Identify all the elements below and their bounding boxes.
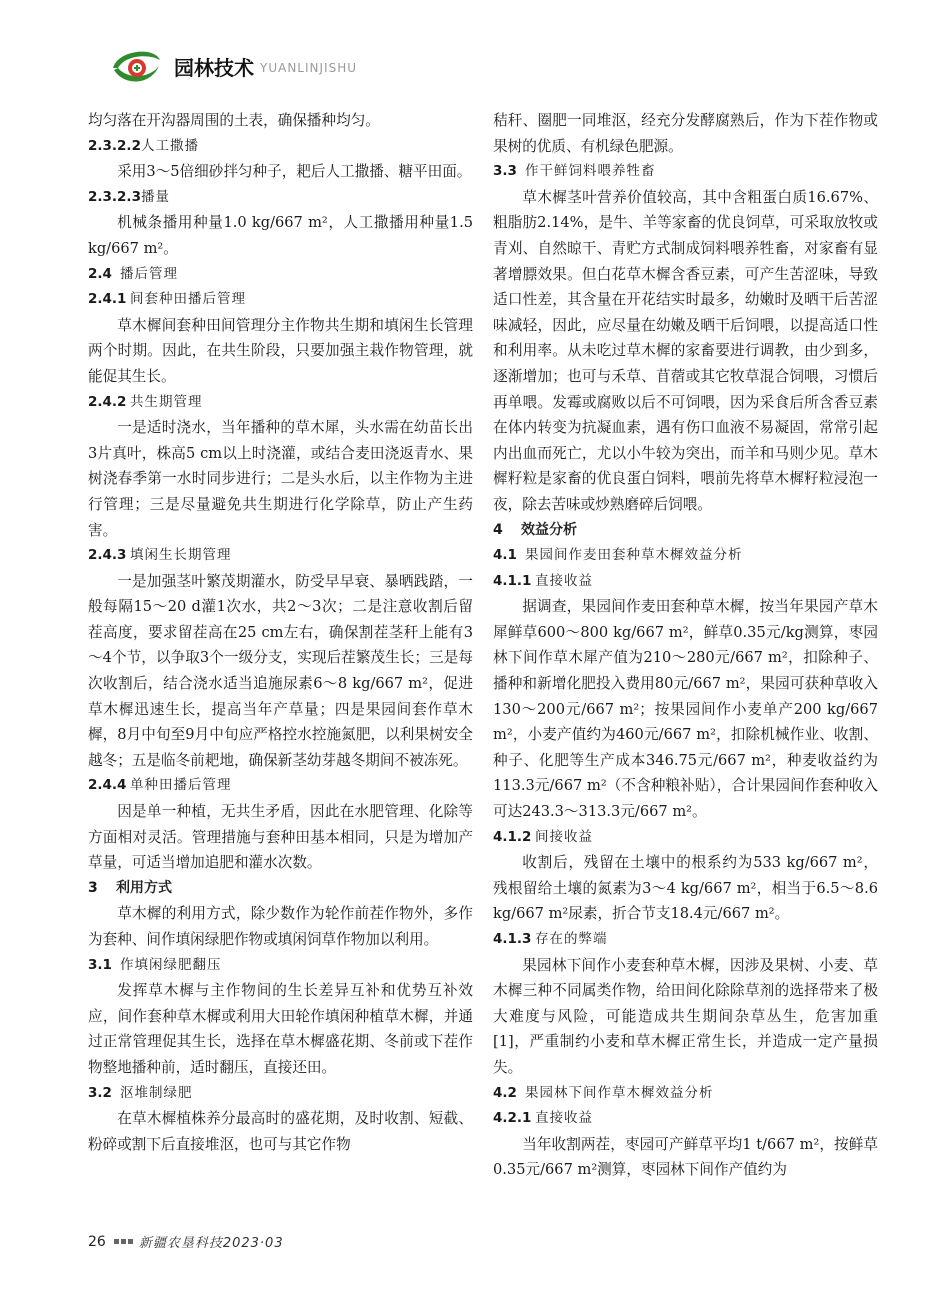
section-number: 3.1 bbox=[88, 956, 112, 973]
section-title: 效益分析 bbox=[521, 521, 577, 538]
section-number: 2.3.2.3 bbox=[88, 188, 141, 205]
section-number: 3 bbox=[88, 879, 98, 896]
paragraph: 一是加强茎叶繁茂期灌水，防受早早衰、暴晒践踏，一般每隔15～20 d灌1次水，共2～3次；二是注意收割后留茬高度，要求留茬高在25 cm左右，确保割茬茎秆上能有3～4个节，以争取3个一级分支，实现后茬繁茂生长；三是每次收割后，结合浇水适当追施尿素6～8 kg/667 m²，促进草木樨迅速生长，提高当年产草量；四是果园间套作草木樨，8月中旬至9月中旬应严格控水控施氮肥，以利果树安全越冬；五是临冬前耙地，确保新茎幼芽越冬期间不被冻死。 bbox=[88, 572, 473, 769]
paragraph: 一是适时浇水，当年播种的草木犀，头水需在幼苗长出3片真叶，株高5 cm以上时浇灌，或结合麦田浇返青水、果树浇春季第一水时同步进行；二是头水后，以主作物为主进行管理；三是尽量避免共生期进行化学除草，防止产生药害。 bbox=[88, 419, 473, 539]
journal-logo-icon bbox=[110, 46, 162, 86]
footer-squares-icon bbox=[114, 1239, 133, 1244]
section-title: 间套种田播后管理 bbox=[130, 291, 246, 308]
section-heading bbox=[493, 518, 878, 544]
section-number: 4.1 bbox=[493, 547, 517, 564]
section-title: 果园间作麦田套种草木樨效益分析 bbox=[525, 547, 743, 564]
section-heading bbox=[88, 134, 473, 160]
section-number: 3.3 bbox=[493, 163, 517, 180]
section-number: 4 bbox=[493, 521, 503, 538]
section-heading bbox=[493, 927, 878, 953]
left-column bbox=[88, 108, 473, 1157]
paragraph: 草木樨的利用方式，除少数作为轮作前茬作物外，多作为套种、间作填闲绿肥作物或填闲饲草作物加以利用。 bbox=[88, 905, 473, 948]
section-number: 4.2.1 bbox=[493, 1110, 532, 1127]
page-number: 26 bbox=[88, 1233, 106, 1250]
section-heading bbox=[493, 825, 878, 851]
section-heading bbox=[493, 159, 878, 185]
section-heading bbox=[88, 262, 473, 288]
section-heading bbox=[493, 1081, 878, 1107]
section-number: 4.1.1 bbox=[493, 572, 532, 589]
section-number: 2.4.1 bbox=[88, 291, 127, 308]
paragraph: 草木樨茎叶营养价值较高，其中含粗蛋白质16.67%、粗脂肪2.14%，是牛、羊等家畜的优良饲草，可采取放牧或青刈、自然晾干、青贮方式制成饲料喂养牲畜，对家畜有显著增膘效果。但白花草木樨含香豆素，可产生苦涩味，导致适口性差，其含量在开花结实时最多，幼嫩时及晒干后苦涩味减轻，因此，应尽量在幼嫩及晒干后饲喂，以提高适口性和利用率。从未吃过草木樨的家畜要进行调教，由少到多，逐渐增加；也可与禾草、苜蓿或其它牧草混合饲喂，习惯后再单喂。发霉或腐败以后不可饲喂，因为采食后所含香豆素在体内转变为抗凝血素，遇有伤口血液不易凝固，常常引起内出血而死亡，尤以小牛较为突出，而羊和马则少见。草木樨籽粒是家畜的优良蛋白饲料，喂前先将草木樨籽粒浸泡一夜，除去苦味或炒熟磨碎后饲喂。 bbox=[493, 188, 878, 513]
section-title: 播后管理 bbox=[120, 265, 178, 282]
section-number: 2.4.4 bbox=[88, 777, 127, 794]
journal-section-title-en: YUANLINJISHU bbox=[260, 61, 358, 75]
section-title: 果园林下间作草木樨效益分析 bbox=[525, 1084, 714, 1101]
section-title: 填闲生长期管理 bbox=[130, 547, 232, 564]
section-heading bbox=[88, 876, 473, 902]
paragraph: 均匀落在开沟器周围的土表，确保播种均匀。 bbox=[88, 112, 380, 129]
section-number: 4.1.3 bbox=[493, 931, 532, 947]
section-title: 播量 bbox=[140, 188, 170, 205]
page-footer bbox=[88, 1232, 284, 1251]
section-heading bbox=[493, 1106, 878, 1132]
paragraph: 当年收割两茬，枣园可产鲜草平均1 t/667 m²，按鲜草0.35元/667 m²测算，枣园林下间作产值约为 bbox=[493, 1135, 878, 1179]
paragraph: 发挥草木樨与主作物间的生长差异互补和优势互补效应，间作套种草木樨或利用大田轮作填闲种植草木樨，并通过正常管理促其生长，选择在草木樨盛花期、冬前或下茬作物整地播种前，适时翻压，直接还田。 bbox=[88, 982, 473, 1076]
paragraph: 据调查，果园间作麦田套种草木樨，按当年果园产草木犀鲜草600～800 kg/667 m²，鲜草0.35元/kg测算，枣园林下间作草木犀产值为210～280元/667 m²，扣除种子、播种和新增化肥投入费用80元/667 m²，果园可获种草收入130～200元/667 m²；按果园间作小麦单产200 kg/667 m²，小麦产值约为460元/667 m²，扣除机械作业、收割、种子、化肥等生产成本346.75元/667 m²，种麦收益约为113.3元/667 m²（不含种粮补贴），合计果园间作套种收入可达243.3～313.3元/667 m²。 bbox=[493, 598, 878, 821]
section-heading bbox=[493, 569, 878, 595]
section-number: 4.2 bbox=[493, 1084, 517, 1101]
section-heading bbox=[88, 773, 473, 799]
section-title: 间接收益 bbox=[535, 828, 593, 845]
section-title: 直接收益 bbox=[535, 1110, 593, 1127]
paragraph: 果园林下间作小麦套种草木樨，因涉及果树、小麦、草木樨三种不同属类作物，给田间化除除草剂的选择带来了极大难度与风险，可能造成共生期间杂草丛生，危害加重[1]，严重制约小麦和草木樨正常生长，并造成一定产量损失。 bbox=[493, 956, 878, 1076]
section-heading bbox=[88, 543, 473, 569]
page-header bbox=[110, 44, 357, 88]
paragraph: 在草木樨植株养分最高时的盛花期，及时收割、短截、粉碎或割下后直接堆沤，也可与其它作物 bbox=[88, 1110, 473, 1153]
section-title: 共生期管理 bbox=[130, 393, 203, 410]
paragraph: 采用3～5倍细砂拌匀种子，耙后人工撒播、糖平田面。 bbox=[117, 163, 472, 181]
journal-section-title: 园林技术 bbox=[174, 55, 254, 80]
journal-name: 新疆农垦科技2023·03 bbox=[138, 1236, 284, 1251]
section-heading bbox=[493, 543, 878, 569]
section-number: 2.4 bbox=[88, 265, 112, 282]
section-heading bbox=[88, 185, 473, 211]
section-title: 利用方式 bbox=[116, 879, 172, 896]
section-title: 沤堆制绿肥 bbox=[120, 1084, 193, 1101]
section-heading bbox=[88, 287, 473, 313]
section-number: 2.3.2.2 bbox=[88, 137, 141, 154]
right-column bbox=[493, 108, 878, 1183]
paragraph: 因是单一种植，无共生矛盾，因此在水肥管理、化除等方面相对灵活。管理措施与套种田基本相同，只是为增加产草量，可适当增加追肥和灌水次数。 bbox=[88, 803, 473, 872]
section-number: 2.4.2 bbox=[88, 393, 127, 410]
section-heading bbox=[88, 390, 473, 416]
section-title: 人工撒播 bbox=[140, 137, 199, 154]
section-title: 存在的弊端 bbox=[535, 931, 608, 947]
section-number: 3.2 bbox=[88, 1084, 112, 1101]
paragraph: 机械条播用种量1.0 kg/667 m²，人工撒播用种量1.5 kg/667 m²。 bbox=[88, 214, 473, 257]
section-title: 作填闲绿肥翻压 bbox=[120, 956, 222, 973]
section-title: 直接收益 bbox=[535, 572, 593, 589]
section-title: 单种田播后管理 bbox=[130, 777, 232, 794]
section-title: 作干鲜饲料喂养牲畜 bbox=[525, 163, 656, 180]
section-heading bbox=[88, 1081, 473, 1107]
section-number: 2.4.3 bbox=[88, 547, 127, 564]
section-number: 4.1.2 bbox=[493, 828, 532, 845]
paragraph: 草木樨间套种田间管理分主作物共生期和填闲生长管理两个时期。因此，在共生阶段，只要加强主栽作物管理，就能促其生长。 bbox=[88, 316, 473, 385]
paragraph: 秸秆、圈肥一同堆沤，经充分发酵腐熟后，作为下茬作物或果树的优质、有机绿色肥源。 bbox=[493, 112, 878, 155]
section-heading bbox=[88, 953, 473, 979]
paragraph: 收割后，残留在土壤中的根系约为533 kg/667 m²，残根留给土壤的氮素为3～4 kg/667 m²，相当于6.5～8.6 kg/667 m²尿素，折合节支18.4元/667 m²。 bbox=[493, 854, 878, 923]
